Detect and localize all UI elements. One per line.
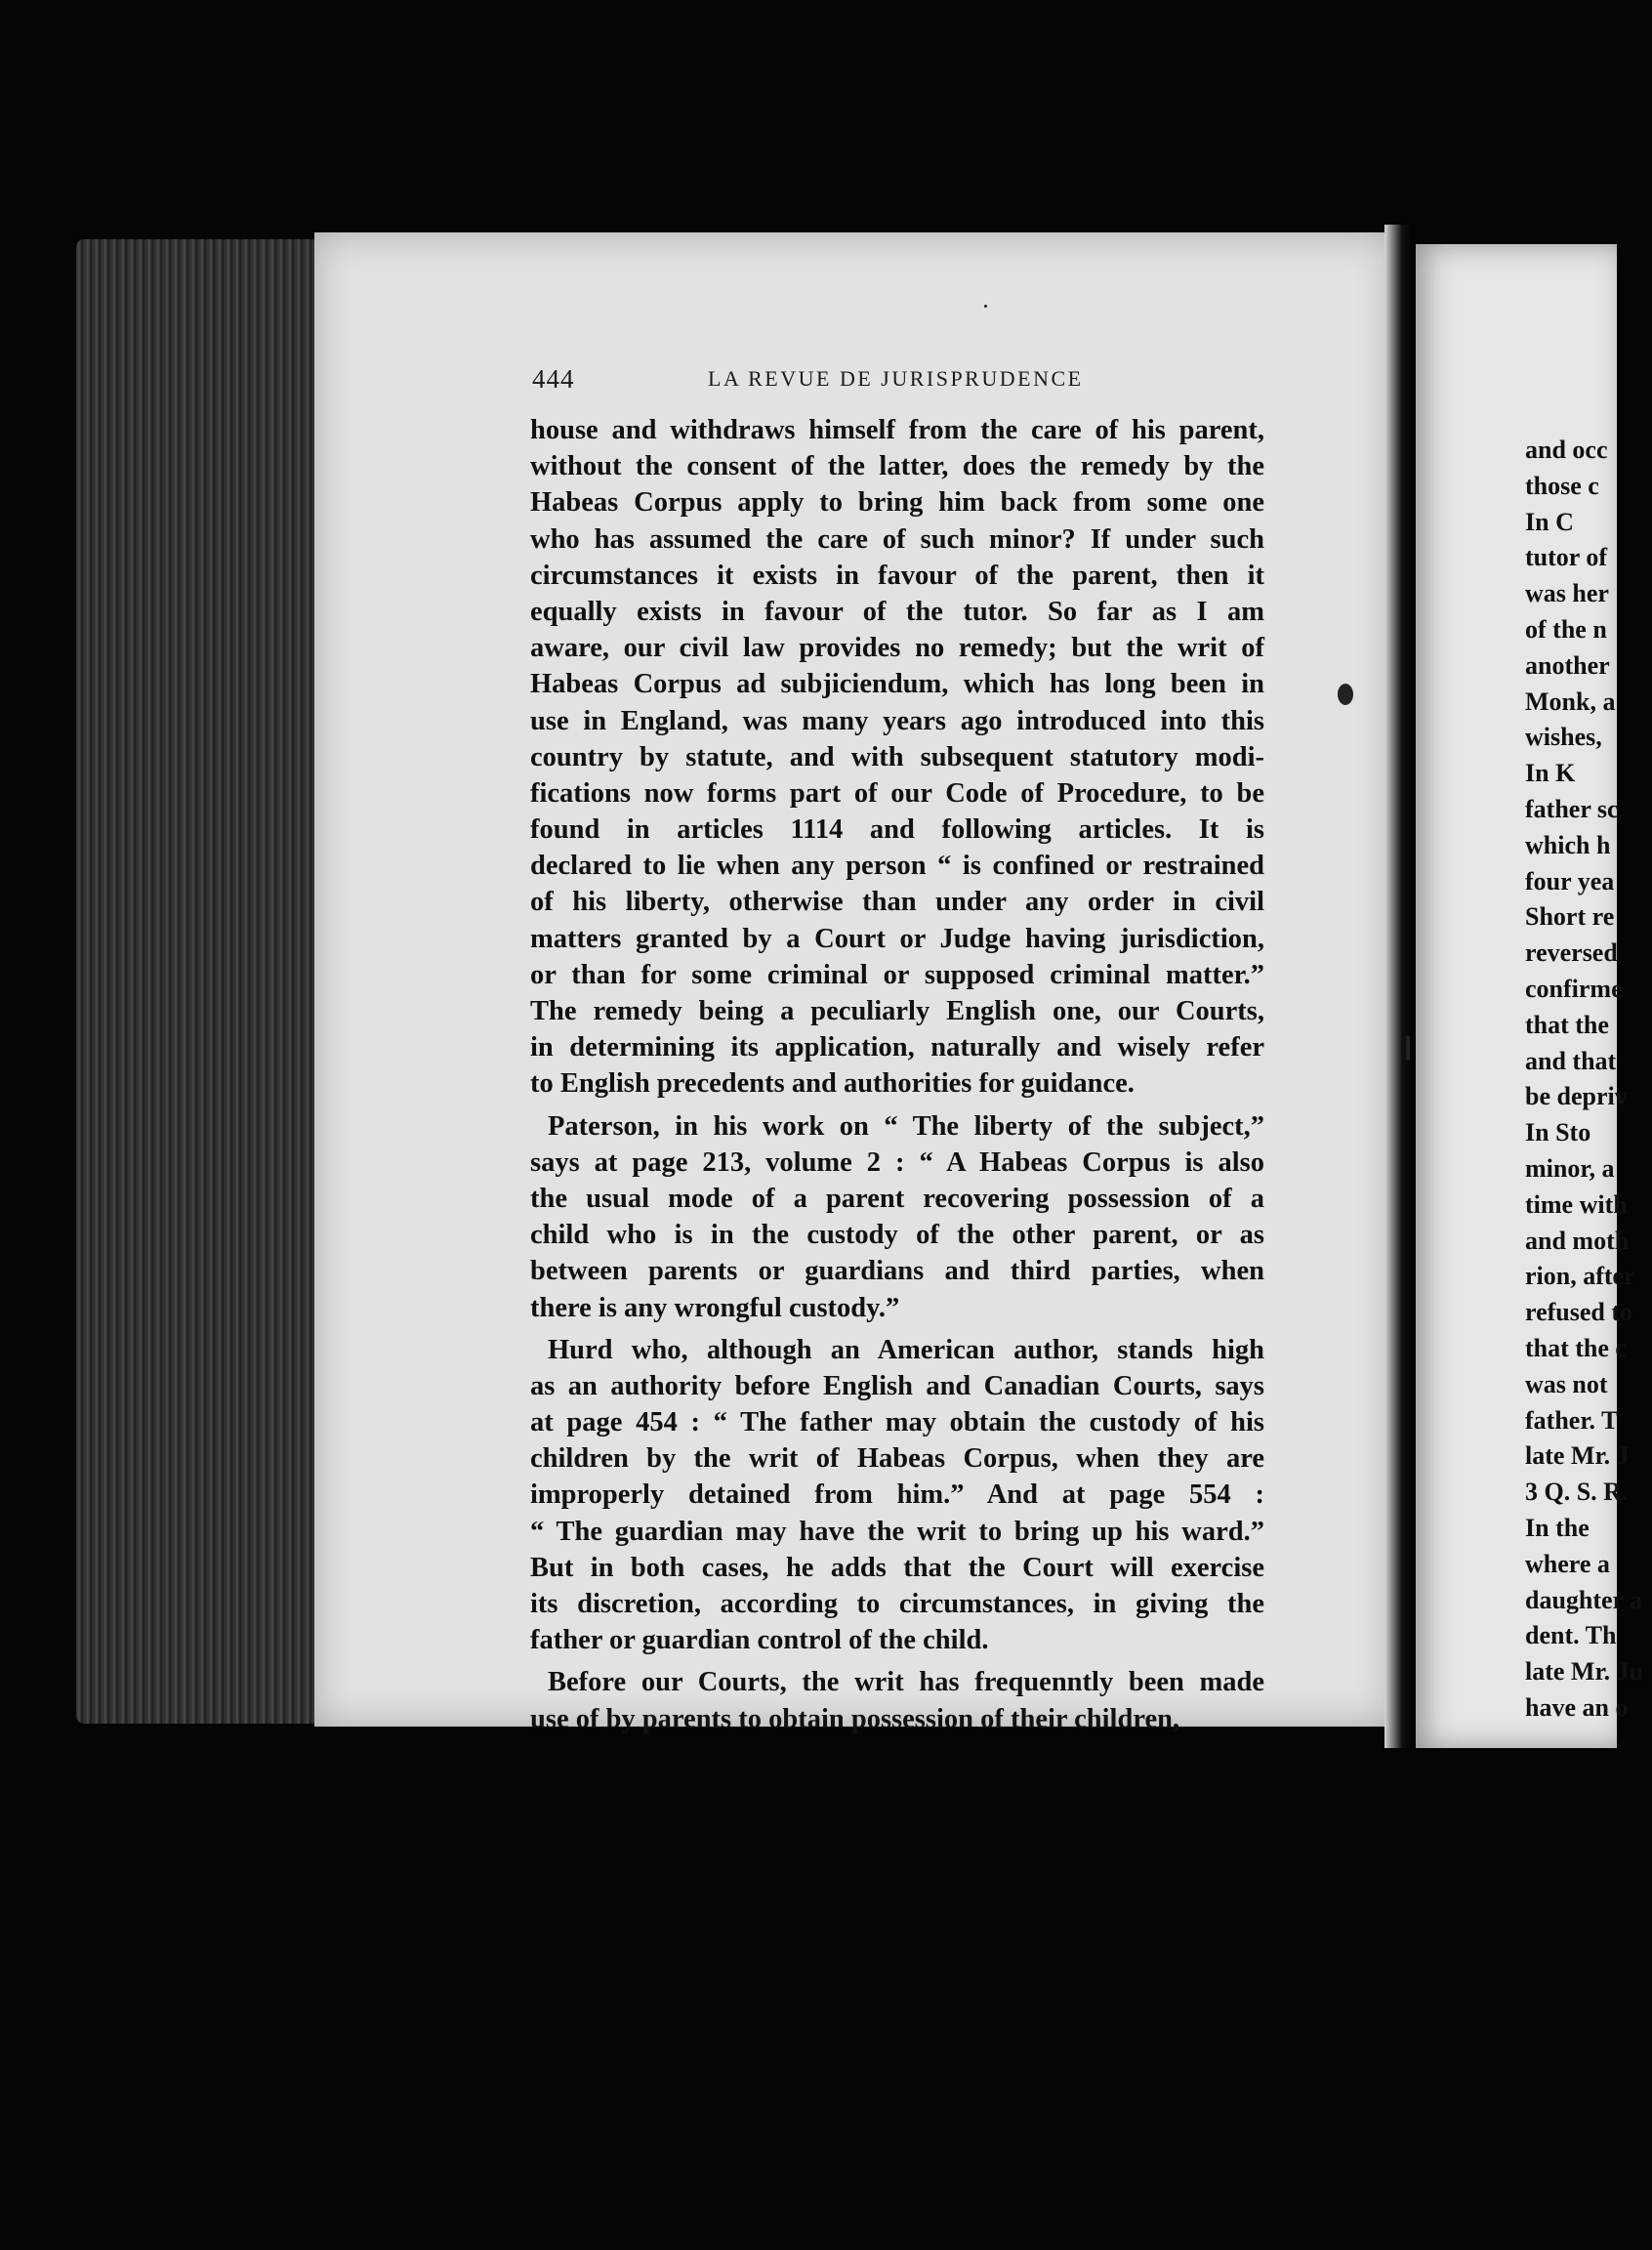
text-line: and moth [1525,1226,1630,1255]
text-line: was not [1525,1369,1608,1398]
paragraph [530,1332,1264,1659]
text-line: father. T [1525,1405,1619,1435]
text-line: of his liberty, otherwise than under any order in civil [530,887,1264,918]
paragraph [530,412,1264,1103]
text-line: “ The guardian may have the writ to bring up his ward.” [530,1516,1264,1547]
text-line: and occ [1525,436,1608,464]
ink-speck [984,305,987,308]
text-line: Short re [1525,902,1615,932]
paragraph [530,1108,1264,1326]
text-line: wishes, [1525,723,1602,752]
text-line: In Sto [1525,1118,1591,1147]
text-line: late Mr. Ju [1525,1657,1644,1687]
paragraph [530,1664,1264,1736]
text-line: its discretion, according to circumstances, in giving the [530,1589,1264,1619]
text-line: house and withdraws himself from the care of his parent, [530,415,1264,445]
text-line: as an authority before English and Canadian Courts, says [530,1370,1264,1401]
text-line: the usual mode of a parent recovering possession of a [530,1183,1264,1214]
text-line: reversed [1525,938,1618,968]
text-line: But in both cases, he adds that the Court will exercise [530,1552,1264,1583]
book-gutter [1384,225,1414,1748]
page-edges [76,239,320,1724]
text-line: country by statute, and with subsequent statutory modi- [530,741,1264,772]
text-line: aware, our civil law provides no remedy; but the writ of [530,633,1264,664]
text-line: children by the writ of Habeas Corpus, when they are [530,1443,1264,1475]
text-line: says at page 213, volume 2 : “ A Habeas Corpus is also [530,1146,1264,1178]
text-line: four yea [1525,866,1615,896]
text-line: refused to [1525,1298,1633,1327]
text-line: child who is in the custody of the other parent, or as [530,1220,1264,1251]
text-line: time with [1525,1189,1628,1219]
text-line: who has assumed the care of such minor? If under such [530,523,1264,555]
text-line: 3 Q. S. R. [1525,1478,1629,1507]
text-line: Monk, a [1525,687,1616,716]
text-line: was her [1525,579,1609,608]
text-line: declared to lie when any person “ is confined or restrained [530,851,1264,882]
text-line: of the n [1525,614,1607,644]
text-line: minor, a [1525,1153,1615,1183]
ink-speck [1406,1035,1410,1061]
text-line: In K [1525,759,1576,788]
text-line: to English precedents and authorities for guidance. [530,1068,1135,1100]
page-number: 444 [532,364,575,394]
text-line: confirme [1525,974,1623,1003]
text-line: use in England, was many years ago introduced into this [530,705,1264,736]
text-line: dent. Th [1525,1621,1617,1650]
text-line: another [1525,650,1610,680]
text-line: between parents or guardians and third parties, when [530,1256,1264,1287]
text-line: have an o [1525,1692,1629,1722]
text-line: circumstances it exists in favour of the parent, then it [530,560,1264,591]
text-line: equally exists in favour of the tutor. So far as I am [530,596,1264,627]
text-line: at page 454 : “ The father may obtain the custody of his [530,1407,1264,1438]
text-line: be depriv [1525,1082,1628,1111]
running-head [532,356,1352,396]
text-line: tutor of [1525,543,1608,572]
text-line: Habeas Corpus apply to bring him back from some one [530,487,1264,519]
text-line: Paterson, in his work on “ The liberty of the subject,” [548,1110,1264,1142]
text-line: daughter a [1525,1585,1643,1614]
text-line: rion, after [1525,1262,1635,1291]
text-line: In the [1525,1513,1590,1542]
text-line: that the c [1525,1333,1627,1362]
text-line: and that [1525,1046,1617,1075]
text-line: there is any wrongful custody.” [530,1292,900,1323]
text-line: or than for some criminal or supposed criminal matter.” [530,959,1264,990]
text-line: late Mr. J [1525,1441,1630,1471]
right-page-body [1525,433,1652,1727]
text-line: father sc [1525,794,1619,823]
text-line: Before our Courts, the writ has frequenntly been made [548,1667,1264,1698]
text-line: father or guardian control of the child. [530,1625,989,1656]
text-line: where a [1525,1549,1610,1578]
text-line: which h [1525,830,1611,859]
text-line: found in articles 1114 and following articles. It is [530,814,1264,846]
text-line: Habeas Corpus ad subjiciendum, which has long been in [530,669,1264,700]
text-line: In C [1525,507,1574,536]
ink-speck [1338,684,1353,705]
text-line: matters granted by a Court or Judge having jurisdiction, [530,923,1264,954]
left-page-body [530,412,1264,1737]
text-line: Hurd who, although an American author, stands high [548,1334,1264,1365]
journal-title: LA REVUE DE JURISPRUDENCE [708,366,1084,391]
text-line: in determining its application, naturally and wisely refer [530,1032,1264,1063]
text-line: use of by parents to obtain possession of their children, [530,1703,1180,1734]
text-line: improperly detained from him.” And at page 554 : [530,1479,1264,1511]
text-line: fications now forms part of our Code of Procedure, to be [530,777,1264,809]
text-line: that the [1525,1010,1609,1039]
text-line: those c [1525,471,1599,500]
text-line: The remedy being a peculiarly English one, our Courts, [530,996,1264,1026]
text-line: without the consent of the latter, does the remedy by the [530,451,1264,482]
